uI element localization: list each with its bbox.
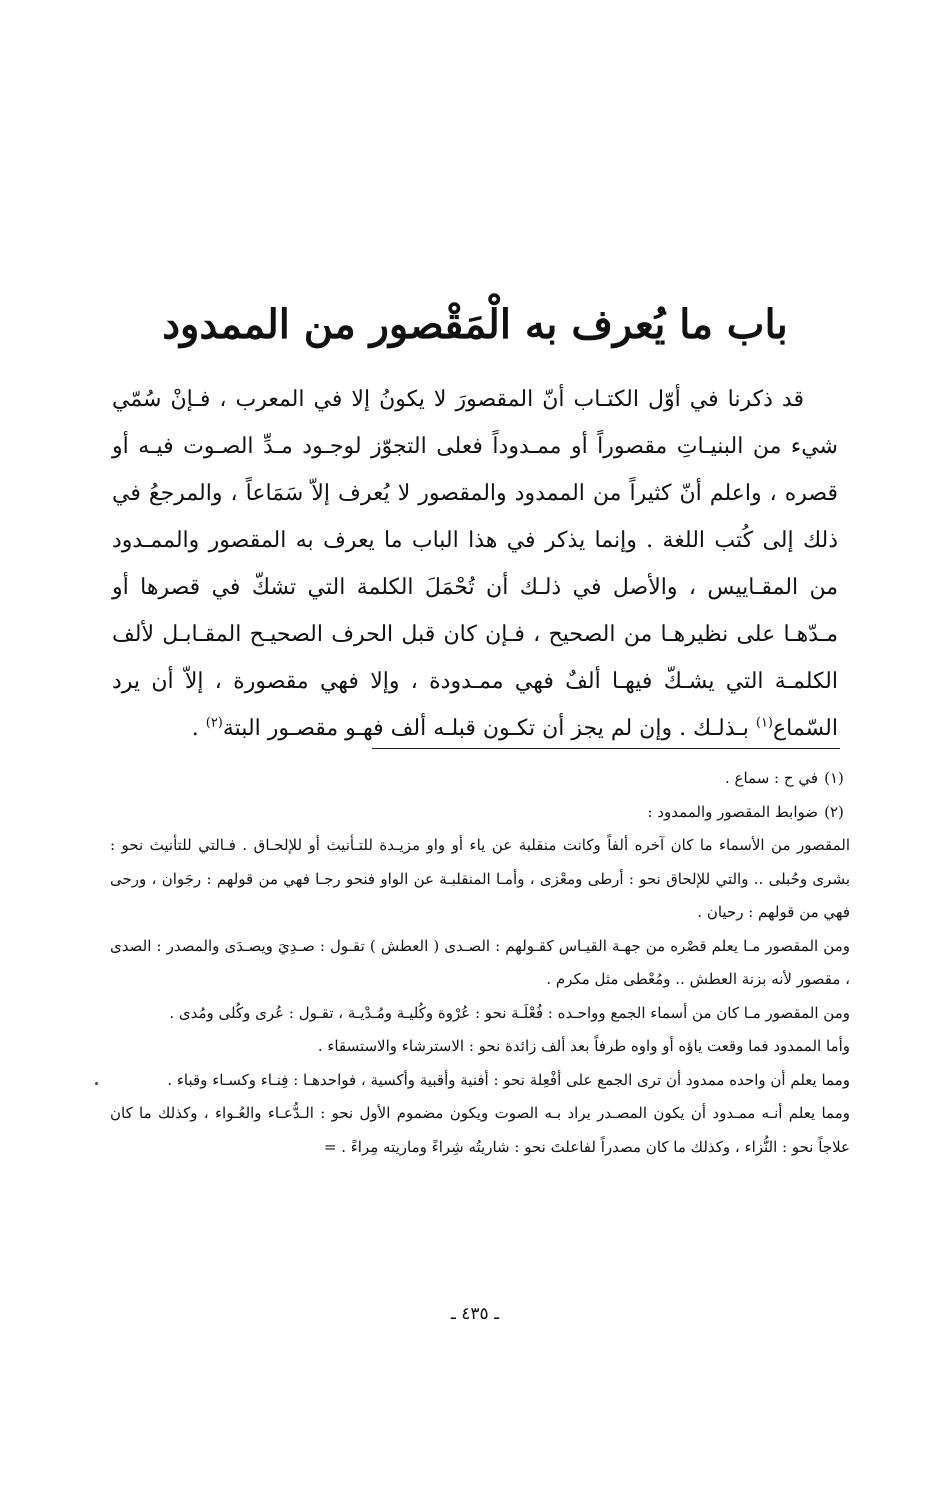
footnote-text: في ح : سماع . [724,769,818,787]
main-text-part-2: بـذلـك . وإن لم يجز أن تكـون قبلـه ألف فهـو مقصـور البتة [222,716,756,741]
footnote-paragraph: ومما يعلم أنـه ممـدود أن يكون المصـدر يراد بـه الصوت ويكون مضموم الأول نحو : الـدُّعـاء والعُـواء ، وكذلك ما كان علاجاً نحو : النُّزاء ، وكذلك ما كان مصدراً لفاعلتَ نحو : شاريتُه شِراءً وماريته مِراءً . = [110,1104,850,1156]
footnote-number: (١) [824,769,844,787]
page-number: ـ ٤٣٥ ـ [450,1304,500,1324]
footnotes-block [110,762,850,1164]
footnote-paragraph: المقصور من الأسماء ما كان آخره ألفاً وكانت منقلبة عن ياء أو واو مزيـدة للتـأنيث أو للإلحـاق . فـالتي للتأنيث نحو : بشرى وحُبلى .. والتي للإلحاق نحو : أرطى ومعْزى ، وأمـا المنقلبـة عن الواو فنحو رجـا فهي من قولهم : رجَوان ، ورحى فهي من قولهم : رحيان . [110,836,851,921]
footnote-number: (٢) [824,802,844,821]
footnote-text: ضوابط المقصور والممدود : [647,802,818,821]
footnote-separator [372,748,840,749]
footnote-1 [110,762,850,796]
footnote-paragraph: ومما يعلم أن واحده ممدود أن ترى الجمع على أفْعِلة نحو : أفنية وأقبية وأكسية ، فواحدهـا : فِنـاء وكسـاء وقباء . [167,1070,850,1089]
main-text [112,376,838,752]
footnote-2 [110,796,850,830]
footnote-paragraph: ومن المقصور مـا يعلم قصْره من جهـة القيـاس كقـولهم : الصـدى ( العطش ) تقـول : صـدِيَ ويصـدَى والمصدر : الصدى ، مقصور لأنه بزنة العطش .. ومُعْطى مثل مكرم . [110,936,850,988]
footnote-paragraph: ومن المقصور مـا كان من أسماء الجمع وواحـده : فُعْلَـة نحو : عُرْوة وكُليـة ومُـدْيـة ، تقـول : عُرى وكُلى ومُدى . [169,1003,850,1022]
footnote-ref-1: (١) [755,715,773,731]
main-paragraph [112,376,838,752]
scan-speck [95,1082,98,1085]
main-text-part-1: قد ذكرنا في أوّل الكتـاب أنّ المقصورَ لا يكونُ إلا في المعرب ، فـإنْ سُمّي شيء من البنيـاتِ مقصوراً أو ممـدوداً فعلى التجوّز لوجـود مـدِّ الصـوت فيـه أو قصره ، واعلم أنّ كثيراً من الممدود والمقصور لا يُعرف إلاّ سَمَاعاً ، والمرجعُ في ذلك إلى كُتب اللغة . وإنما يذكر في هذا الباب ما يعرف به المقصور والممـدود من المقـاييس ، والأصل في ذلـك أن تُحْمَلَ الكلمة التي تشكّ في قصرها أو مـدّهـا على نظيرهـا من الصحيح ، فـإن كان قبل الحرف الصحيـح المقـابـل لألف الكلمـة التي يشـكّ فيهـا ألفٌ فهي ممـدودة ، وإلا فهي مقصورة ، إلاّ أن يرد السّماع [112,387,838,741]
chapter-title: باب ما يُعرف به الْمَقْصور من الممدود [162,301,788,348]
footnote-ref-2: (٢) [205,715,223,731]
main-text-part-3: . [191,716,206,741]
footnote-paragraph: وأما الممدود فما وقعت ياؤه أو واوه طرفاً بعد ألف زائدة نحو : الاسترشاء والاستسقاء . [317,1037,850,1055]
